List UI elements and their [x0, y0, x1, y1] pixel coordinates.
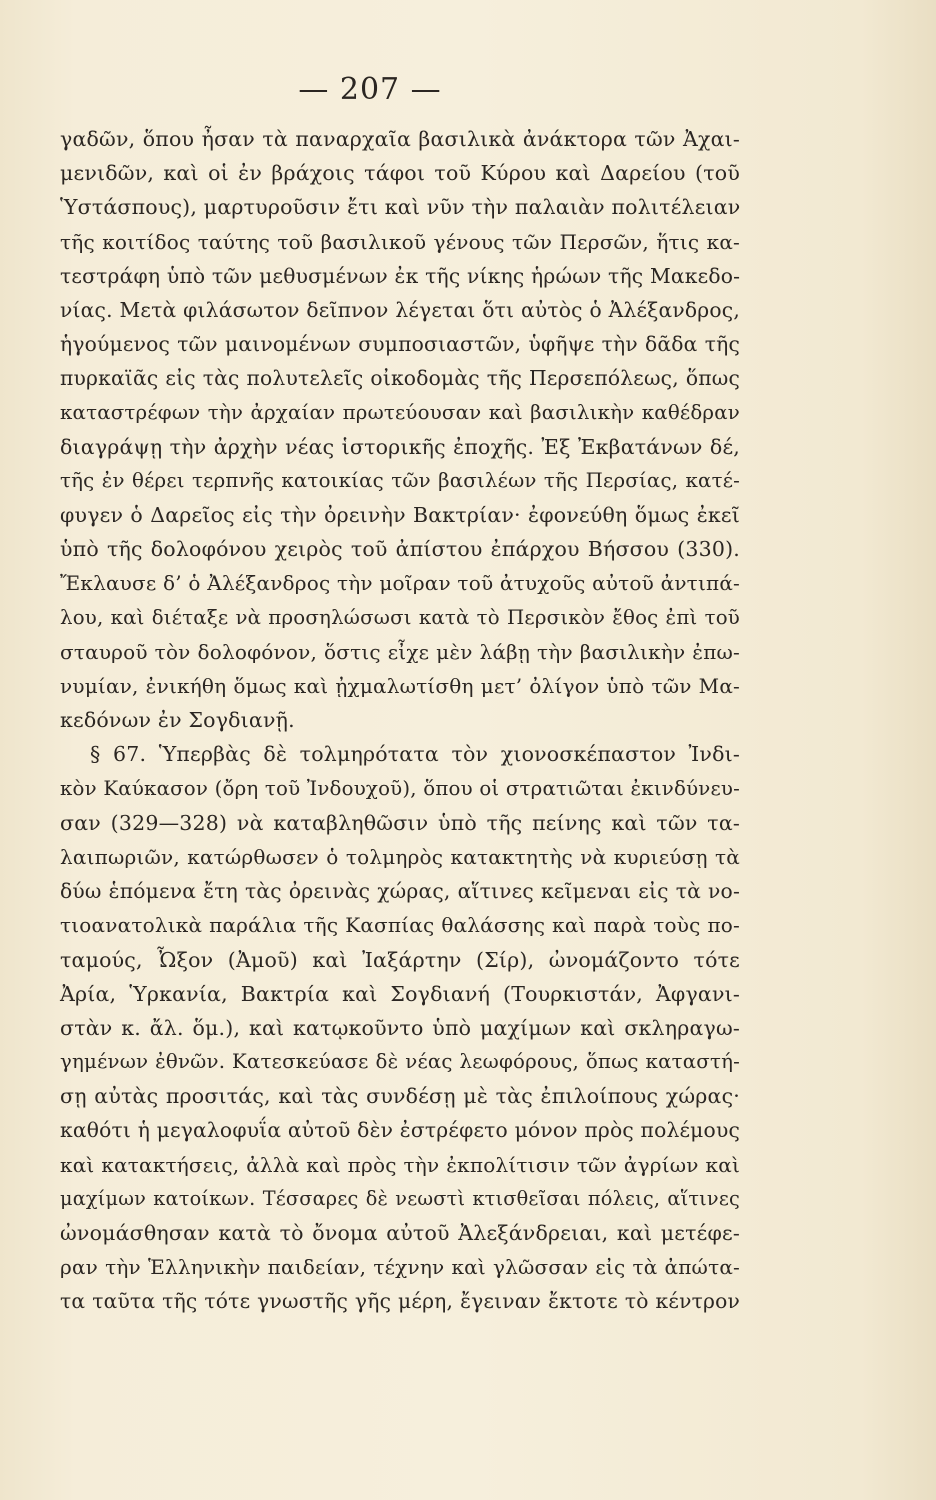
text-line: σῃ αὐτὰς προσιτάς, καὶ τὰς συνδέσῃ μὲ τὰς ἐπιλοίπους χώρας·	[60, 1084, 740, 1109]
text-line: καὶ κατακτήσεις, ἀλλὰ καὶ πρὸς τὴν ἐκπολίτισιν τῶν ἀγρίων καὶ	[60, 1152, 740, 1177]
text-line: λαιπωριῶν, κατώρθωσεν ὁ τολμηρὸς κατακτητὴς νὰ κυριεύσῃ τὰ	[60, 844, 740, 869]
text-line: ὠνομάσθησαν κατὰ τὸ ὄνομα αὐτοῦ Ἀλεξάνδρειαι, καὶ μετέφε-	[60, 1221, 740, 1245]
text-line: τιοανατολικὰ παράλια τῆς Κασπίας θαλάσσης καὶ παρὰ τοὺς πο-	[60, 913, 740, 938]
paragraph-end-line: κεδόνων ἐν Σογδιανῇ.	[60, 708, 295, 733]
text-line: ἡγούμενος τῶν μαινομένων συμποσιαστῶν, ὑφῆψε τὴν δᾶδα τῆς	[60, 332, 740, 357]
text-line: στὰν κ. ἄλ. ὅμ.), καὶ κατῳκοῦντο ὑπὸ μαχίμων καὶ σκληραγω-	[60, 1015, 740, 1040]
text-line: τῆς κοιτίδος ταύτης τοῦ βασιλικοῦ γένους τῶν Περσῶν, ἥτις κα-	[60, 229, 740, 254]
text-line: λου, καὶ διέταξε νὰ προσηλώσωσι κατὰ τὸ Περσικὸν ἔθος ἐπὶ τοῦ	[60, 605, 740, 629]
text-line: γημένων ἐθνῶν. Κατεσκεύασε δὲ νέας λεωφόρους, ὅπως καταστή-	[60, 1050, 740, 1074]
text-line: ὑπὸ τῆς δολοφόνου χειρὸς τοῦ ἀπίστου ἐπάρχου Βήσσου (330).	[60, 537, 740, 562]
text-line: κὸν Καύκασον (ὄρη τοῦ Ἰνδουχοῦ), ὅπου οἱ στρατιῶται ἐκινδύνευ-	[60, 776, 740, 800]
text-line: Ἀρία, Ὑρκανία, Βακτρία καὶ Σογδιανή (Τουρκιστάν, Ἀφγανι-	[60, 981, 740, 1006]
section-heading-line: § 67. Ὑπερβὰς δὲ τολμηρότατα τὸν χιονοσκέπαστον Ἰνδι-	[90, 742, 740, 767]
text-line: ραν τὴν Ἑλληνικὴν παιδείαν, τέχνην καὶ γλῶσσαν εἰς τὰ ἀπώτα-	[60, 1255, 740, 1280]
text-line: νυμίαν, ἐνικήθη ὅμως καὶ ᾐχμαλωτίσθη μετ’ ὀλίγον ὑπὸ τῶν Μα-	[60, 674, 740, 698]
text-line: ταμούς, Ὦξον (Ἀμοῦ) καὶ Ἰαξάρτην (Σίρ), ὠνομάζοντο τότε	[60, 947, 740, 972]
text-line: πυρκαϊᾶς εἰς τὰς πολυτελεῖς οἰκοδομὰς τῆς Περσεπόλεως, ὅπως	[60, 366, 740, 391]
text-line: Ὑστάσπους), μαρτυροῦσιν ἔτι καὶ νῦν τὴν παλαιὰν πολιτέλειαν	[60, 195, 741, 220]
text-line: καταστρέφων τὴν ἀρχαίαν πρωτεύουσαν καὶ βασιλικὴν καθέδραν	[60, 400, 740, 424]
text-line: Ἔκλαυσε δ’ ὁ Ἀλέξανδρος τὴν μοῖραν τοῦ ἀτυχοῦς αὐτοῦ ἀντιπά-	[60, 571, 740, 596]
page-number: — 207 —	[298, 72, 442, 107]
text-line: μενιδῶν, καὶ οἱ ἐν βράχοις τάφοι τοῦ Κύρου καὶ Δαρείου (τοῦ	[60, 161, 740, 186]
text-line: καθότι ἡ μεγαλοφυΐα αὐτοῦ δὲν ἐστρέφετο μόνον πρὸς πολέμους	[60, 1118, 740, 1143]
text-line: τῆς ἐν θέρει τερπνῆς κατοικίας τῶν βασιλέων τῆς Περσίας, κατέ-	[60, 468, 740, 492]
text-line: σαν (329—328) νὰ καταβληθῶσιν ὑπὸ τῆς πείνης καὶ τῶν τα-	[60, 810, 740, 835]
text-line: νίας. Μετὰ φιλάσωτον δεῖπνον λέγεται ὅτι αὐτὸς ὁ Ἀλέξανδρος,	[60, 297, 740, 322]
text-line: τα ταῦτα τῆς τότε γνωστῆς γῆς μέρη, ἔγειναν ἔκτοτε τὸ κέντρον	[60, 1289, 740, 1314]
body-text	[60, 122, 740, 1319]
text-line: σταυροῦ τὸν δολοφόνον, ὅστις εἶχε μὲν λάβῃ τὴν βασιλικὴν ἐπω-	[60, 639, 740, 664]
text-line: δύω ἑπόμενα ἔτη τὰς ὀρεινὰς χώρας, αἵτινες κεῖμεναι εἰς τὰ νο-	[60, 879, 740, 904]
text-line: διαγράψῃ τὴν ἀρχὴν νέας ἱστορικῆς ἐποχῆς. Ἐξ Ἐκβατάνων δέ,	[60, 434, 740, 459]
text-line: γαδῶν, ὅπου ἦσαν τὰ παναρχαῖα βασιλικὰ ἀνάκτορα τῶν Ἀχαι-	[60, 127, 740, 151]
text-line: μαχίμων κατοίκων. Τέσσαρες δὲ νεωστὶ κτισθεῖσαι πόλεις, αἵτινες	[60, 1186, 740, 1210]
text-line: τεστράφη ὑπὸ τῶν μεθυσμένων ἐκ τῆς νίκης ἡρώων τῆς Μακεδο-	[60, 263, 741, 288]
text-line: φυγεν ὁ Δαρεῖος εἰς τὴν ὀρεινὴν Βακτρίαν· ἐφονεύθη ὅμως ἐκεῖ	[60, 503, 740, 528]
